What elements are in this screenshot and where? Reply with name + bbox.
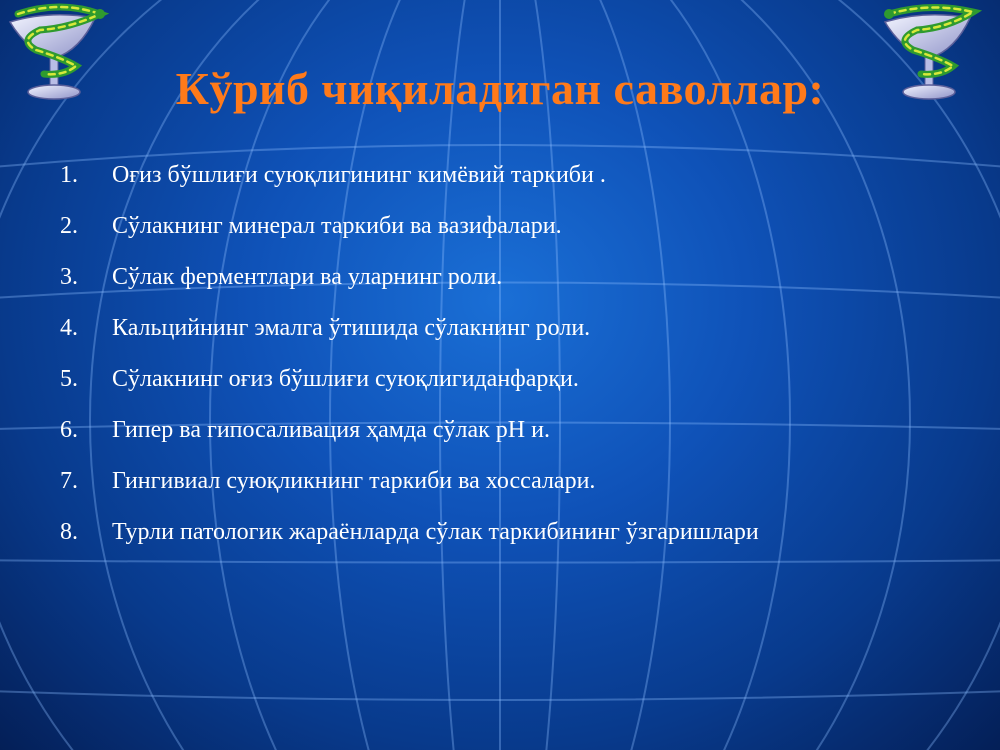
item-text: Гингивиал суюқликнинг таркиби ва хоссалари. — [112, 468, 596, 494]
item-text: Кальцийнинг эмалга ўтишида сўлакнинг роли. — [112, 315, 591, 341]
item-text: Турли патологик жараёнларда сўлак таркибининг ўзгаришлари — [112, 519, 759, 545]
item-text: Сўлак ферментлари ва уларнинг роли. — [112, 264, 503, 290]
item-number: 1. — [60, 162, 78, 188]
item-text: Оғиз бўшлиғи суюқлигининг кимёвий таркиби . — [112, 162, 606, 188]
item-number: 2. — [60, 213, 78, 239]
list-item — [60, 262, 960, 313]
item-text: Гипер ва гипосаливация ҳамда сўлак рН и. — [112, 417, 550, 443]
list-item — [60, 364, 960, 415]
slide-title: Кўриб чиқиладиган саволлар: — [175, 63, 825, 114]
list-item — [60, 211, 960, 262]
item-number: 5. — [60, 366, 78, 392]
list-item — [60, 517, 960, 568]
list-item — [60, 313, 960, 364]
item-number: 3. — [60, 264, 78, 290]
item-number: 4. — [60, 315, 78, 341]
list-item — [60, 415, 960, 466]
item-number: 8. — [60, 519, 78, 545]
list-item — [60, 466, 960, 517]
question-list — [60, 160, 960, 568]
item-number: 6. — [60, 417, 78, 443]
item-text: Сўлакнинг оғиз бўшлиғи суюқлигиданфарқи. — [112, 366, 579, 392]
list-item — [60, 160, 960, 211]
item-text: Сўлакнинг минерал таркиби ва вазифалари. — [112, 213, 562, 239]
item-number: 7. — [60, 468, 78, 494]
